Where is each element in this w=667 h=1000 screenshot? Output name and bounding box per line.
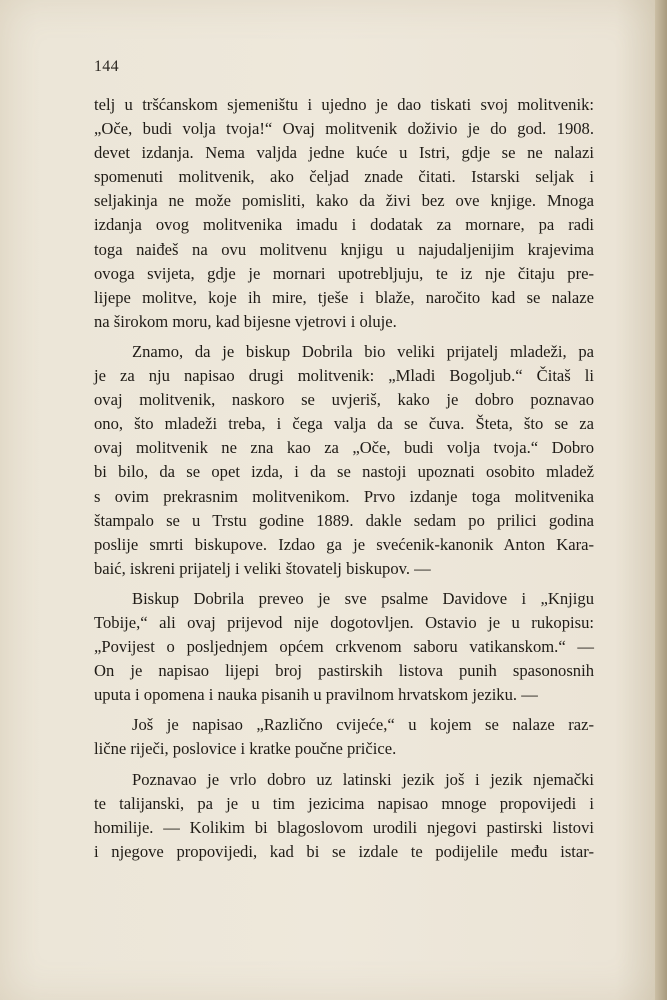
text-line: „Povijest o posljednjem općem crkvenom saboru vatikanskom.“ — <box>94 637 594 657</box>
paragraph-2 <box>94 340 594 581</box>
page-number: 144 <box>94 58 119 75</box>
text-line: spomenuti molitvenik, ako čeljad znade čitati. Istarski seljak i <box>94 167 594 187</box>
text-line: te talijanski, pa je u tim jezicima napisao mnoge propovijedi i <box>94 793 594 813</box>
text-line: telj u tršćanskom sjemeništu i ujedno je dao tiskati svoj molitvenik: <box>94 95 594 114</box>
paragraph-1 <box>94 93 594 334</box>
text-line: je za nju napisao drugi molitvenik: „Mladi Bogoljub.“ Čitaš li <box>94 366 594 386</box>
text-line: uputa i opomena i nauka pisanih u pravilnom hrvatskom jeziku. — <box>94 685 538 705</box>
text-line: ovaj molitvenik ne zna kao za „Oče, budi volja tvoja.“ Dobro <box>94 438 594 458</box>
text-line: štampalo se u Trstu godine 1889. dakle sedam po prilici godina <box>94 510 594 530</box>
text-line: s ovim prekrasnim molitvenikom. Prvo izdanje toga molitvenika <box>94 486 594 506</box>
paragraph-5 <box>94 768 594 864</box>
text-line: bi bilo, da se opet izda, i da se nastoji upoznati osobito mladež <box>94 462 594 482</box>
text-line: Poznavao je vrlo dobro uz latinski jezik još i jezik njemački <box>132 769 594 789</box>
text-line: lijepe molitve, koje ih mire, tješe i blaže, naročito kad se nalaze <box>94 287 594 307</box>
text-line: Biskup Dobrila preveo je sve psalme Davidove i „Knjigu <box>132 588 594 608</box>
text-line: homilije. — Kolikim bi blagoslovom urodili njegovi pastirski listovi <box>94 817 594 837</box>
paragraph-4 <box>94 713 594 761</box>
text-line: Znamo, da je biskup Dobrila bio veliki prijatelj mladeži, pa <box>132 341 594 361</box>
text-line: izdanja ovog molitvenika imadu i dodatak za mornare, pa radi <box>94 215 594 235</box>
text-line: ovaj molitvenik, naskoro se uvjeriš, kako je dobro poznavao <box>94 390 594 410</box>
text-line: toga naiđeš na ovu molitvenu knjigu u najudaljenijim krajevima <box>94 239 594 259</box>
text-line: ovoga svijeta, gdje je mornari upotrebljuju, te iz nje čitaju pre- <box>94 263 594 283</box>
text-line: On je napisao lijepi broj pastirskih listova punih spasonosnih <box>94 661 594 681</box>
text-line: lične riječi, poslovice i kratke poučne pričice. <box>94 739 397 759</box>
paragraph-3 <box>94 587 594 707</box>
text-line: devet izdanja. Nema valjda jedne kuće u Istri, gdje se ne nalazi <box>94 143 594 163</box>
page-edge <box>655 0 667 1000</box>
text-line: Još je napisao „Različno cvijeće,“ u kojem se nalaze raz- <box>132 715 594 735</box>
text-line: „Oče, budi volja tvoja!“ Ovaj molitvenik doživio je do god. 1908. <box>94 119 594 139</box>
text-line: baić, iskreni prijatelj i veliki štovatelj biskupov. — <box>94 558 431 578</box>
text-line: Tobije,“ ali ovaj prijevod nije dogotovljen. Ostavio je u rukopisu: <box>94 612 594 632</box>
text-line: poslije smrti biskupove. Izdao ga je svećenik-kanonik Anton Kara- <box>94 534 594 554</box>
text-line: seljakinja ne može pomisliti, kako da živi bez ove knjige. Mnoga <box>94 191 594 211</box>
text-line: na širokom moru, kad bijesne vjetrovi i oluje. <box>94 311 397 331</box>
body-text <box>94 93 594 870</box>
text-line: ono, što mladeži treba, i čega valja da se čuva. Šteta, što se za <box>94 414 594 434</box>
text-line: i njegove propovijedi, kad bi se izdale te podijelile među istar- <box>94 841 594 861</box>
